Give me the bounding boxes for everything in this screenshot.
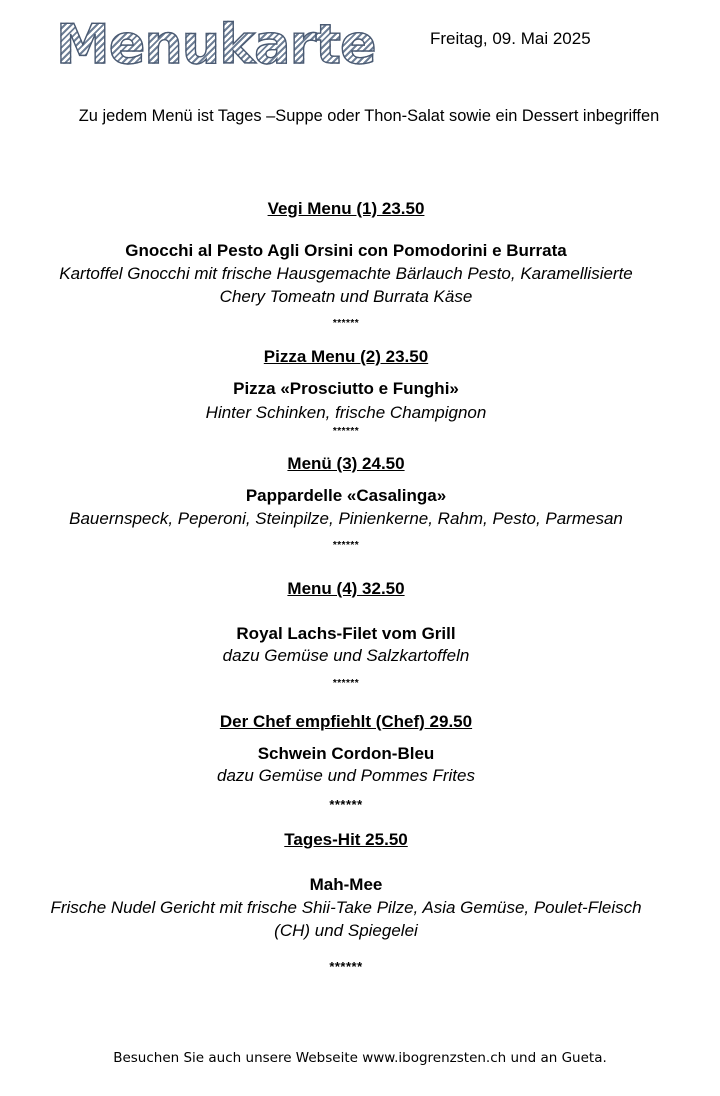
menu-2-heading: Pizza Menu (2) 23.50: [263, 347, 429, 366]
intro-text: Zu jedem Menü ist Tages –Suppe oder Thon-Salat sowie ein Dessert inbegriffen: [78, 107, 660, 125]
menu-4-dish: Royal Lachs-Filet vom Grill: [236, 624, 456, 643]
menu-3-separator: ******: [332, 540, 360, 551]
menu-date: Freitag, 09. Mai 2025: [430, 29, 591, 48]
menu-1-separator: ******: [332, 318, 360, 329]
page-title: Menukarte: [56, 13, 376, 76]
tages-hit-dish: Mah-Mee: [309, 875, 383, 894]
chef-menu-heading: Der Chef empfiehlt (Chef) 29.50: [219, 712, 473, 731]
menu-1-desc-line-2: Chery Tomeatn und Burrata Käse: [219, 287, 473, 306]
menu-4-heading: Menu (4) 32.50: [287, 579, 405, 598]
tages-hit-desc-line-1: Frische Nudel Gericht mit frische Shii-Take Pilze, Asia Gemüse, Poulet-Fleisch: [50, 898, 642, 917]
menu-1-desc-line-1: Kartoffel Gnocchi mit frische Hausgemachte Bärlauch Pesto, Karamellisierte: [59, 264, 633, 283]
menu-2-dish: Pizza «Prosciutto e Funghi»: [233, 379, 459, 398]
menu-1-heading: Vegi Menu (1) 23.50: [267, 199, 425, 218]
chef-menu-separator: ******: [329, 797, 363, 812]
menu-3-heading: Menü (3) 24.50: [287, 454, 405, 473]
chef-menu-desc-line-1: dazu Gemüse und Pommes Frites: [217, 766, 475, 785]
menu-1-dish: Gnocchi al Pesto Agli Orsini con Pomodorini e Burrata: [125, 241, 567, 260]
footer-text: Besuchen Sie auch unsere Webseite www.ibogrenzsten.ch und an Gueta.: [113, 1050, 607, 1066]
menu-2-desc-line-1: Hinter Schinken, frische Champignon: [205, 403, 487, 422]
chef-menu-dish: Schwein Cordon-Bleu: [257, 744, 435, 763]
menu-3-dish: Pappardelle «Casalinga»: [245, 486, 447, 505]
menu-3-desc-line-1: Bauernspeck, Peperoni, Steinpilze, Pinienkerne, Rahm, Pesto, Parmesan: [69, 509, 623, 528]
tages-hit-separator: ******: [329, 959, 363, 974]
menu-4-desc-line-1: dazu Gemüse und Salzkartoffeln: [222, 646, 470, 665]
menu-2-separator: ******: [332, 426, 360, 437]
tages-hit-desc-line-2: (CH) und Spiegelei: [274, 921, 418, 940]
menu-4-separator: ******: [332, 678, 360, 689]
tages-hit-heading: Tages-Hit 25.50: [284, 830, 408, 849]
